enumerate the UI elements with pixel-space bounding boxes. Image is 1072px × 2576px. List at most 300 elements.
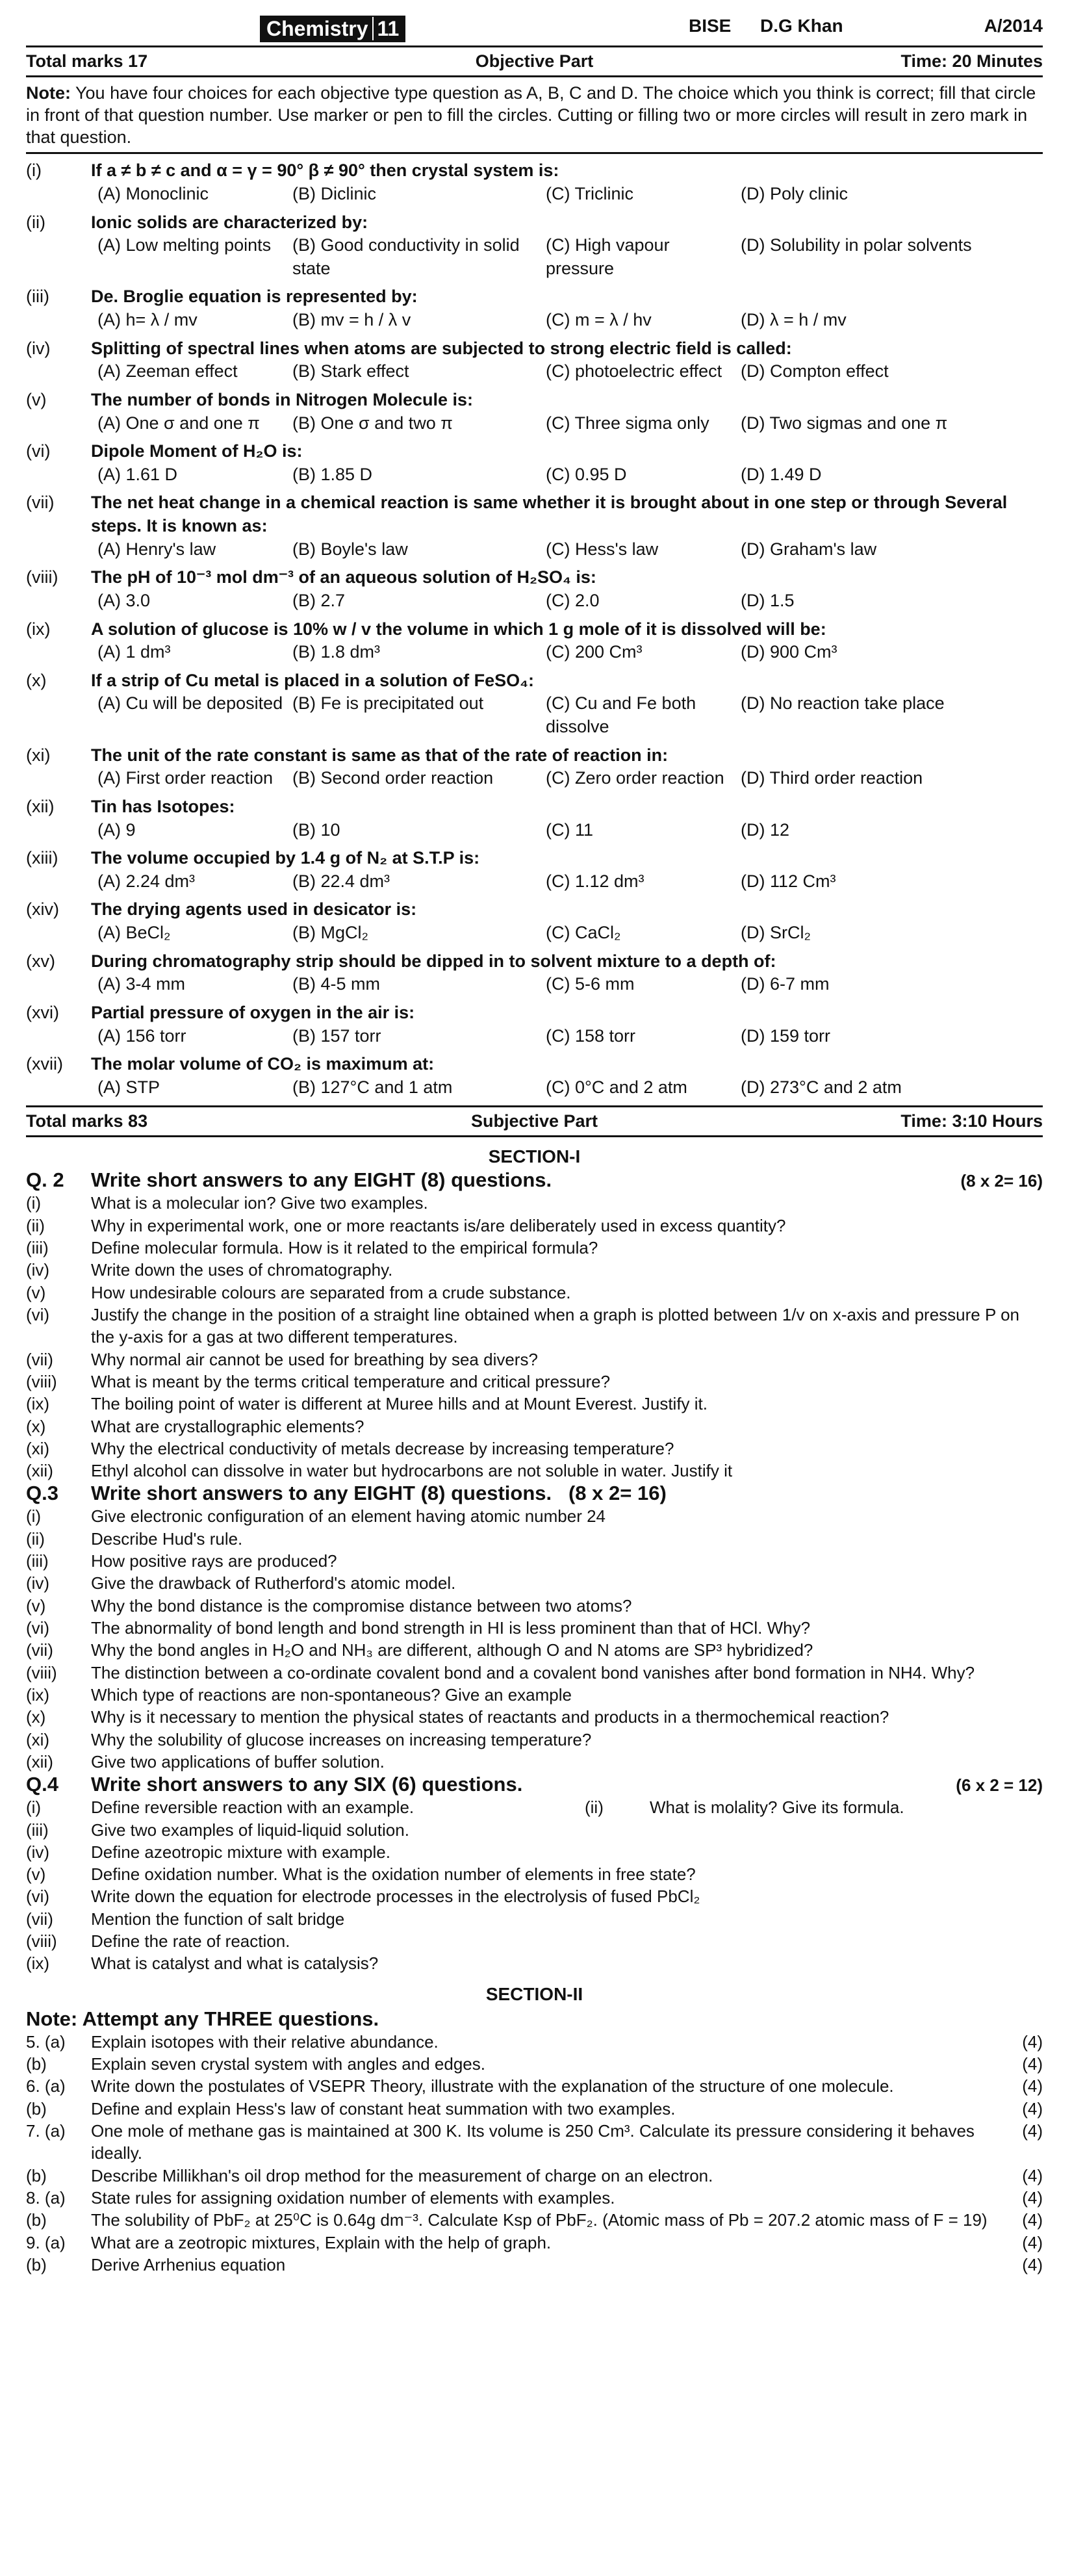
q2-item bbox=[26, 1437, 1043, 1460]
q4-title: Write short answers to any SIX (6) questions. bbox=[91, 1773, 523, 1796]
mcq-option-c: (C) 11 bbox=[546, 819, 594, 840]
q2-item-text: Define molecular formula. How is it related to the empirical formula? bbox=[91, 1238, 598, 1257]
mcq-option-d: (D) 112 Cm³ bbox=[741, 871, 836, 891]
mcq-options bbox=[26, 1076, 1043, 1100]
q3-item-number: (viii) bbox=[26, 1662, 57, 1682]
mcq-option-b: (B) 2.7 bbox=[292, 590, 346, 610]
mcq-stem: The net heat change in a chemical reaction is same whether it is brought about in one step or through Several steps. It is known as: bbox=[91, 493, 1008, 535]
mcq-number: (iii) bbox=[26, 287, 49, 307]
mcq-options bbox=[26, 309, 1043, 332]
q4-item-number: (iii) bbox=[26, 1820, 49, 1840]
mcq-stem: The number of bonds in Nitrogen Molecule is: bbox=[91, 389, 474, 409]
q4-item-number: (viii) bbox=[26, 1931, 57, 1951]
q3-item bbox=[26, 1706, 1043, 1728]
long-question-number: 7. (a) bbox=[26, 2120, 66, 2141]
long-question-text: Write down the postulates of VSEPR Theory, illustrate with the explanation of the structure of one molecule. bbox=[91, 2076, 894, 2096]
q3-item-number: (iv) bbox=[26, 1573, 50, 1593]
q3-item-text: Why the bond distance is the compromise distance between two atoms? bbox=[91, 1595, 632, 1616]
q2-item-number: (x) bbox=[26, 1416, 46, 1436]
objective-bar bbox=[26, 45, 1043, 77]
q3-item-number: (ix) bbox=[26, 1684, 50, 1705]
long-question bbox=[26, 2120, 1043, 2165]
q4-item-number: (ix) bbox=[26, 1953, 50, 1974]
long-question-marks: (4) bbox=[1022, 2254, 1043, 2274]
mcq-options bbox=[26, 973, 1043, 996]
q2-item-text: Why normal air cannot be used for breathing by sea divers? bbox=[91, 1349, 538, 1369]
mcq-question bbox=[26, 744, 1043, 767]
q4-item-text: Give two examples of liquid-liquid solution. bbox=[91, 1820, 409, 1840]
mcq-number: (xiv) bbox=[26, 899, 59, 920]
mcq-options bbox=[26, 463, 1043, 487]
subject-name: Chemistry bbox=[266, 17, 368, 40]
q4-first-row bbox=[26, 1796, 1043, 1818]
q3-item-number: (xi) bbox=[26, 1729, 50, 1749]
q3-item-text: Describe Hud's rule. bbox=[91, 1528, 243, 1549]
mcq-option-b: (B) MgCl₂ bbox=[292, 923, 368, 942]
mcq-options bbox=[26, 412, 1043, 435]
mcq-options bbox=[26, 538, 1043, 561]
subjective-total: Total marks 83 bbox=[26, 1111, 148, 1131]
mcq-stem: Tin has Isotopes: bbox=[91, 796, 235, 816]
mcq-option-c: (C) 1.12 dm³ bbox=[546, 871, 644, 891]
long-question-text: The solubility of PbF₂ at 25⁰C is 0.64g dm⁻³. Calculate Ksp of PbF₂. (Atomic mass of Pb = 207.2 atomic mass of F = 19) bbox=[91, 2210, 988, 2230]
mcq-option-b: (B) Diclinic bbox=[292, 183, 377, 203]
mcq-option-c: (C) 158 torr bbox=[546, 1025, 636, 1046]
mcq-stem: The unit of the rate constant is same as that of the rate of reaction in: bbox=[91, 745, 669, 765]
mcq-number: (xvi) bbox=[26, 1002, 59, 1022]
mcq-option-b: (B) Second order reaction bbox=[292, 768, 494, 788]
q4-item bbox=[26, 1841, 1043, 1863]
mcq-stem: Ionic solids are characterized by: bbox=[91, 212, 368, 232]
mcq-question bbox=[26, 898, 1043, 921]
mcq-option-b: (B) Fe is precipitated out bbox=[292, 693, 484, 714]
mcq-option-c: (C) m = λ / hv bbox=[546, 310, 652, 329]
q4-list bbox=[26, 1819, 1043, 1975]
mcq-option-c: (C) 2.0 bbox=[546, 590, 600, 610]
mcq-stem: The drying agents used in desicator is: bbox=[91, 899, 417, 920]
mcq-option-b: (B) 1.8 dm³ bbox=[292, 642, 381, 662]
mcq-stem: The volume occupied by 1.4 g of N₂ at S.T.P is: bbox=[91, 848, 480, 868]
mcq-number: (vii) bbox=[26, 493, 55, 513]
q3-number: Q.3 bbox=[26, 1482, 58, 1505]
mcq-question bbox=[26, 847, 1043, 870]
q3-item-number: (v) bbox=[26, 1595, 46, 1616]
long-question-marks: (4) bbox=[1022, 2210, 1043, 2230]
q2-item bbox=[26, 1415, 1043, 1437]
mcq-stem: Dipole Moment of H₂O is: bbox=[91, 441, 303, 461]
q3-item bbox=[26, 1729, 1043, 1751]
q4-item-number: (iv) bbox=[26, 1842, 50, 1862]
mcq-number: (xv) bbox=[26, 951, 55, 971]
long-question-text: Describe Millikhan's oil drop method for the measurement of charge on an electron. bbox=[91, 2165, 713, 2185]
q2-item-number: (vi) bbox=[26, 1304, 50, 1324]
objective-note bbox=[26, 77, 1043, 154]
mcq-number: (xii) bbox=[26, 796, 55, 816]
q3-item bbox=[26, 1528, 1043, 1550]
mcq-number: (viii) bbox=[26, 567, 58, 587]
long-question-text: Explain isotopes with their relative abundance. bbox=[91, 2031, 439, 2052]
mcq-number: (xvii) bbox=[26, 1054, 63, 1074]
mcq-number: (xi) bbox=[26, 745, 51, 765]
mcq-question bbox=[26, 159, 1043, 183]
long-question bbox=[26, 2187, 1043, 2209]
q2-item-number: (ii) bbox=[26, 1215, 45, 1235]
mcq-number: (vi) bbox=[26, 441, 51, 461]
q2-item-number: (iv) bbox=[26, 1260, 50, 1280]
mcq-option-d: (D) 12 bbox=[741, 819, 790, 840]
q3-marks: (8 x 2= 16) bbox=[568, 1482, 667, 1505]
section-1-title: SECTION-I bbox=[488, 1146, 581, 1167]
q3-item bbox=[26, 1505, 1043, 1527]
q3-item bbox=[26, 1662, 1043, 1684]
long-question-text: State rules for assigning oxidation number of elements with examples. bbox=[91, 2187, 615, 2208]
q2-item bbox=[26, 1371, 1043, 1393]
long-question bbox=[26, 2254, 1043, 2276]
long-question-marks: (4) bbox=[1022, 2232, 1043, 2252]
q3-item-text: Why the solubility of glucose increases on increasing temperature? bbox=[91, 1729, 592, 1749]
mcq-list bbox=[26, 159, 1043, 1099]
q4-heading bbox=[26, 1773, 1043, 1796]
mcq-question bbox=[26, 566, 1043, 589]
mcq-option-a: (A) 2.24 dm³ bbox=[97, 871, 196, 891]
region-name: D.G Khan bbox=[760, 16, 843, 36]
mcq-number: (x) bbox=[26, 670, 47, 690]
q2-list bbox=[26, 1192, 1043, 1482]
mcq-option-b: (B) 22.4 dm³ bbox=[292, 871, 390, 891]
subject-title bbox=[260, 16, 405, 42]
q3-item-text: Which type of reactions are non-spontaneous? Give an example bbox=[91, 1684, 572, 1705]
mcq-option-d: (D) Poly clinic bbox=[741, 183, 849, 203]
mcq-option-d: (D) No reaction take place bbox=[741, 693, 945, 714]
mcq-option-a: (A) BeCl₂ bbox=[97, 923, 171, 942]
long-question-marks: (4) bbox=[1022, 2165, 1043, 2185]
long-question-number: (b) bbox=[26, 2210, 47, 2230]
q2-item bbox=[26, 1393, 1043, 1415]
q2-heading bbox=[26, 1168, 1043, 1192]
long-question bbox=[26, 2031, 1043, 2053]
q4-item-text: What is catalyst and what is catalysis? bbox=[91, 1953, 379, 1974]
q2-item-number: (ix) bbox=[26, 1394, 50, 1414]
mcq-question bbox=[26, 285, 1043, 309]
mcq-option-d: (D) 1.49 D bbox=[741, 464, 822, 484]
mcq-stem: If a ≠ b ≠ c and α = γ = 90° β ≠ 90° then crystal system is: bbox=[91, 161, 559, 181]
mcq-options bbox=[26, 589, 1043, 613]
mcq-stem: The pH of 10⁻³ mol dm⁻³ of an aqueous solution of H₂SO₄ is: bbox=[91, 567, 596, 587]
q2-item-text: How undesirable colours are separated from a crude substance. bbox=[91, 1282, 571, 1302]
q2-item-number: (i) bbox=[26, 1193, 42, 1213]
mcq-option-b: (B) 4-5 mm bbox=[292, 974, 380, 994]
long-question-number: (b) bbox=[26, 2054, 47, 2074]
mcq-option-c: (C) Three sigma only bbox=[546, 413, 709, 433]
mcq-option-b: (B) Boyle's law bbox=[292, 539, 408, 559]
q2-item bbox=[26, 1259, 1043, 1281]
q3-item-text: The distinction between a co-ordinate covalent bond and a covalent bond vanishes after bond formation in NH4. Why? bbox=[91, 1662, 975, 1682]
q3-item-text: Give two applications of buffer solution. bbox=[91, 1751, 385, 1771]
mcq-option-a: (A) 3.0 bbox=[97, 590, 151, 610]
long-question-text: Explain seven crystal system with angles and edges. bbox=[91, 2054, 485, 2074]
q3-item bbox=[26, 1684, 1043, 1706]
mcq-stem: During chromatography strip should be dipped in to solvent mixture to a depth of: bbox=[91, 951, 776, 971]
mcq-question bbox=[26, 669, 1043, 693]
mcq-option-b: (B) Stark effect bbox=[292, 361, 409, 381]
q2-item bbox=[26, 1282, 1043, 1304]
q3-item bbox=[26, 1572, 1043, 1594]
long-question-number: (b) bbox=[26, 2098, 47, 2119]
mcq-option-c: (C) Triclinic bbox=[546, 183, 633, 203]
q2-item bbox=[26, 1192, 1043, 1214]
q2-item bbox=[26, 1348, 1043, 1371]
mcq-option-d: (D) Graham's law bbox=[741, 539, 877, 559]
q3-list bbox=[26, 1505, 1043, 1773]
subjective-title: Subjective Part bbox=[470, 1111, 598, 1131]
q3-item bbox=[26, 1617, 1043, 1639]
mcq-question bbox=[26, 618, 1043, 641]
mcq-option-d: (D) 273°C and 2 atm bbox=[741, 1077, 902, 1097]
mcq-question bbox=[26, 1053, 1043, 1076]
mcq-stem: De. Broglie equation is represented by: bbox=[91, 287, 418, 307]
q4-item-text: Define azeotropic mixture with example. bbox=[91, 1842, 390, 1862]
mcq-options bbox=[26, 819, 1043, 842]
long-question-number: 8. (a) bbox=[26, 2187, 66, 2208]
mcq-option-b: (B) 10 bbox=[292, 819, 340, 840]
q4-item-text: Mention the function of salt bridge bbox=[91, 1909, 345, 1929]
q4-number: Q.4 bbox=[26, 1773, 58, 1796]
long-question-marks: (4) bbox=[1022, 2076, 1043, 2096]
q3-item-number: (i) bbox=[26, 1506, 42, 1526]
mcq-option-c: (C) 0.95 D bbox=[546, 464, 627, 484]
q2-item-text: Why the electrical conductivity of metals decrease by increasing temperature? bbox=[91, 1438, 674, 1458]
mcq-option-d: (D) Compton effect bbox=[741, 361, 889, 381]
q3-item-text: Why the bond angles in H₂O and NH₃ are different, although O and N atoms are SP³ hybridized? bbox=[91, 1640, 813, 1660]
mcq-option-d: (D) λ = h / mv bbox=[741, 310, 847, 329]
mcq-stem: Partial pressure of oxygen in the air is: bbox=[91, 1002, 415, 1022]
class-number: 11 bbox=[372, 17, 400, 40]
q3-heading bbox=[26, 1482, 1043, 1505]
mcq-stem: Splitting of spectral lines when atoms are subjected to strong electric field is called: bbox=[91, 338, 792, 358]
mcq-number: (ix) bbox=[26, 619, 51, 639]
long-question bbox=[26, 2209, 1043, 2231]
long-question-text: What are a zeotropic mixtures, Explain with the help of graph. bbox=[91, 2232, 552, 2252]
mcq-option-a: (A) One σ and one π bbox=[97, 413, 260, 433]
long-question-number: 5. (a) bbox=[26, 2031, 66, 2052]
mcq-option-c: (C) High vapour pressure bbox=[546, 235, 670, 278]
q2-title: Write short answers to any EIGHT (8) questions. bbox=[91, 1168, 552, 1192]
q4-item bbox=[26, 1930, 1043, 1952]
mcq-options bbox=[26, 641, 1043, 664]
mcq-options bbox=[26, 692, 1043, 738]
long-question-text: Derive Arrhenius equation bbox=[91, 2254, 286, 2274]
q3-item bbox=[26, 1550, 1043, 1572]
q3-title-text: Write short answers to any EIGHT (8) questions. bbox=[91, 1482, 552, 1505]
mcq-number: (i) bbox=[26, 161, 42, 181]
q4-item-text: Write down the equation for electrode processes in the electrolysis of fused PbCl₂ bbox=[91, 1887, 700, 1907]
q3-title bbox=[91, 1482, 1043, 1505]
long-question bbox=[26, 2165, 1043, 2187]
board-name: BISE bbox=[689, 16, 732, 36]
q4-item bbox=[26, 1863, 1043, 1885]
q4-item-text: Define the rate of reaction. bbox=[91, 1931, 290, 1951]
mcq-option-b: (B) 1.85 D bbox=[292, 464, 373, 484]
q2-item-text: Why in experimental work, one or more reactants is/are deliberately used in excess quantity? bbox=[91, 1215, 786, 1235]
q3-item-text: How positive rays are produced? bbox=[91, 1551, 337, 1571]
q3-item-number: (xii) bbox=[26, 1751, 53, 1771]
mcq-question bbox=[26, 389, 1043, 412]
q4-item-text: Define oxidation number. What is the oxidation number of elements in free state? bbox=[91, 1864, 696, 1885]
mcq-option-a: (A) h= λ / mv bbox=[97, 310, 198, 329]
long-question-marks: (4) bbox=[1022, 2098, 1043, 2119]
q2-item bbox=[26, 1460, 1043, 1482]
q4-item-number: (vii) bbox=[26, 1909, 53, 1929]
paper-code: A/2014 bbox=[984, 16, 1043, 36]
objective-title: Objective Part bbox=[475, 51, 594, 71]
q3-item-number: (vii) bbox=[26, 1640, 53, 1660]
mcq-option-a: (A) 9 bbox=[97, 819, 136, 840]
long-question-marks: (4) bbox=[1022, 2187, 1043, 2208]
mcq-options bbox=[26, 360, 1043, 383]
q2-item-number: (vii) bbox=[26, 1349, 53, 1369]
q3-item bbox=[26, 1595, 1043, 1617]
mcq-option-d: (D) Solubility in polar solvents bbox=[741, 235, 972, 255]
q3-item-text: Give electronic configuration of an element having atomic number 24 bbox=[91, 1506, 606, 1526]
long-question-number: 9. (a) bbox=[26, 2232, 66, 2252]
subjective-bar bbox=[26, 1105, 1043, 1137]
mcq-option-d: (D) Third order reaction bbox=[741, 768, 923, 788]
mcq-number: (v) bbox=[26, 389, 47, 409]
q2-item-number: (xii) bbox=[26, 1461, 53, 1481]
mcq-option-a: (A) 3-4 mm bbox=[97, 974, 185, 994]
mcq-option-c: (C) 5-6 mm bbox=[546, 974, 635, 994]
q3-item-text: The abnormality of bond length and bond strength in HI is less prominent than that of HCl. Why? bbox=[91, 1618, 811, 1638]
mcq-option-a: (A) 1 dm³ bbox=[97, 642, 171, 662]
mcq-option-b: (B) mv = h / λ v bbox=[292, 310, 411, 329]
section-2-note: Note: Attempt any THREE questions. bbox=[26, 2007, 379, 2030]
q3-item-number: (ii) bbox=[26, 1528, 45, 1549]
q4-item-text: Define reversible reaction with an example. bbox=[91, 1797, 415, 1818]
q4-item bbox=[26, 1885, 1043, 1907]
q3-item bbox=[26, 1751, 1043, 1773]
q4-item-text: What is molality? Give its formula. bbox=[650, 1797, 904, 1818]
q4-item-number: (ii) bbox=[585, 1797, 604, 1818]
long-question-number: (b) bbox=[26, 2165, 47, 2185]
long-question-number: (b) bbox=[26, 2254, 47, 2274]
mcq-option-a: (A) STP bbox=[97, 1077, 160, 1097]
mcq-options bbox=[26, 870, 1043, 894]
long-question-marks: (4) bbox=[1022, 2120, 1043, 2141]
mcq-option-a: (A) 156 torr bbox=[97, 1025, 186, 1046]
mcq-option-a: (A) Henry's law bbox=[97, 539, 216, 559]
q2-marks: (8 x 2= 16) bbox=[960, 1171, 1043, 1191]
note-label: Note: bbox=[26, 83, 71, 103]
mcq-option-c: (C) Hess's law bbox=[546, 539, 659, 559]
q2-item bbox=[26, 1304, 1043, 1348]
q2-item bbox=[26, 1215, 1043, 1237]
mcq-option-c: (C) Zero order reaction bbox=[546, 768, 724, 788]
mcq-option-c: (C) CaCl₂ bbox=[546, 923, 621, 942]
mcq-option-d: (D) SrCl₂ bbox=[741, 923, 811, 942]
mcq-option-d: (D) 900 Cm³ bbox=[741, 642, 837, 662]
mcq-question bbox=[26, 211, 1043, 235]
mcq-stem: If a strip of Cu metal is placed in a solution of FeSO₄: bbox=[91, 670, 534, 690]
long-question-number: 6. (a) bbox=[26, 2076, 66, 2096]
mcq-question bbox=[26, 795, 1043, 819]
mcq-option-c: (C) Cu and Fe both dissolve bbox=[546, 693, 696, 736]
q2-item-text: What is meant by the terms critical temperature and critical pressure? bbox=[91, 1371, 611, 1391]
mcq-option-a: (A) Zeeman effect bbox=[97, 361, 238, 381]
q4-item-number: (i) bbox=[26, 1797, 42, 1818]
objective-time: Time: 20 Minutes bbox=[900, 51, 1043, 71]
mcq-option-a: (A) Low melting points bbox=[97, 235, 272, 255]
mcq-option-d: (D) 159 torr bbox=[741, 1025, 831, 1046]
mcq-option-c: (C) photoelectric effect bbox=[546, 361, 722, 381]
mcq-option-a: (A) Monoclinic bbox=[97, 183, 209, 203]
q3-item-number: (vi) bbox=[26, 1618, 50, 1638]
q2-item-number: (viii) bbox=[26, 1371, 57, 1391]
q2-item-text: Ethyl alcohol can dissolve in water but hydrocarbons are not soluble in water. Justify it bbox=[91, 1461, 733, 1481]
q3-item-number: (iii) bbox=[26, 1551, 49, 1571]
mcq-question bbox=[26, 440, 1043, 463]
q3-item bbox=[26, 1639, 1043, 1661]
q4-item bbox=[26, 1952, 1043, 1974]
mcq-number: (ii) bbox=[26, 212, 45, 232]
q2-item-number: (v) bbox=[26, 1282, 46, 1302]
note-text: You have four choices for each objective type question as A, B, C and D. The choice which you think is correct; fill that circle in front of that question number. Use marker or pen to fill the circles. Cutting or filling two or more circles will result in zero mark in that question. bbox=[26, 83, 1036, 147]
mcq-question bbox=[26, 337, 1043, 361]
q4-item bbox=[26, 1819, 1043, 1841]
mcq-option-b: (B) One σ and two π bbox=[292, 413, 453, 433]
exam-paper bbox=[26, 6, 1043, 2276]
q2-item-text: What is a molecular ion? Give two examples. bbox=[91, 1193, 428, 1213]
q3-item-text: Give the drawback of Rutherford's atomic model. bbox=[91, 1573, 456, 1593]
mcq-number: (xiii) bbox=[26, 848, 58, 868]
long-question bbox=[26, 2232, 1043, 2254]
q2-item-text: The boiling point of water is different at Muree hills and at Mount Everest. Justify it. bbox=[91, 1394, 708, 1414]
q2-item bbox=[26, 1237, 1043, 1259]
q2-item-text: What are crystallographic elements? bbox=[91, 1416, 364, 1436]
q2-item-text: Write down the uses of chromatography. bbox=[91, 1260, 393, 1280]
mcq-question bbox=[26, 950, 1043, 973]
q4-item-number: (v) bbox=[26, 1864, 46, 1885]
long-question-text: One mole of methane gas is maintained at 300 K. Its volume is 250 Cm³. Calculate its pressure considering it behaves ideally. bbox=[91, 2120, 975, 2163]
q3-item-number: (x) bbox=[26, 1707, 46, 1727]
q2-item-number: (xi) bbox=[26, 1438, 50, 1458]
mcq-option-d: (D) 1.5 bbox=[741, 590, 795, 610]
q4-item bbox=[26, 1908, 1043, 1930]
objective-total: Total marks 17 bbox=[26, 51, 148, 71]
q4-marks: (6 x 2 = 12) bbox=[956, 1775, 1043, 1796]
mcq-options bbox=[26, 921, 1043, 945]
section-2-title: SECTION-II bbox=[485, 1983, 583, 2004]
long-question-marks: (4) bbox=[1022, 2054, 1043, 2074]
mcq-option-c: (C) 200 Cm³ bbox=[546, 642, 643, 662]
q2-item-number: (iii) bbox=[26, 1238, 49, 1257]
mcq-question bbox=[26, 491, 1043, 537]
q2-number: Q. 2 bbox=[26, 1168, 64, 1192]
mcq-option-c: (C) 0°C and 2 atm bbox=[546, 1077, 687, 1097]
mcq-stem: A solution of glucose is 10% w / v the volume in which 1 g mole of it is dissolved will be: bbox=[91, 619, 826, 639]
mcq-option-d: (D) 6-7 mm bbox=[741, 974, 830, 994]
mcq-number: (iv) bbox=[26, 338, 51, 358]
mcq-options bbox=[26, 183, 1043, 206]
q4-item-number: (vi) bbox=[26, 1887, 50, 1907]
long-question bbox=[26, 2075, 1043, 2097]
mcq-option-d: (D) Two sigmas and one π bbox=[741, 413, 948, 433]
q3-item-text: Why is it necessary to mention the physical states of reactants and products in a thermochemical reaction? bbox=[91, 1707, 889, 1727]
mcq-options bbox=[26, 234, 1043, 280]
subjective-time: Time: 3:10 Hours bbox=[900, 1111, 1043, 1131]
mcq-option-a: (A) Cu will be deposited bbox=[97, 693, 283, 714]
long-question-text: Define and explain Hess's law of constant heat summation with two examples. bbox=[91, 2098, 676, 2119]
mcq-option-b: (B) Good conductivity in solid state bbox=[292, 235, 520, 278]
